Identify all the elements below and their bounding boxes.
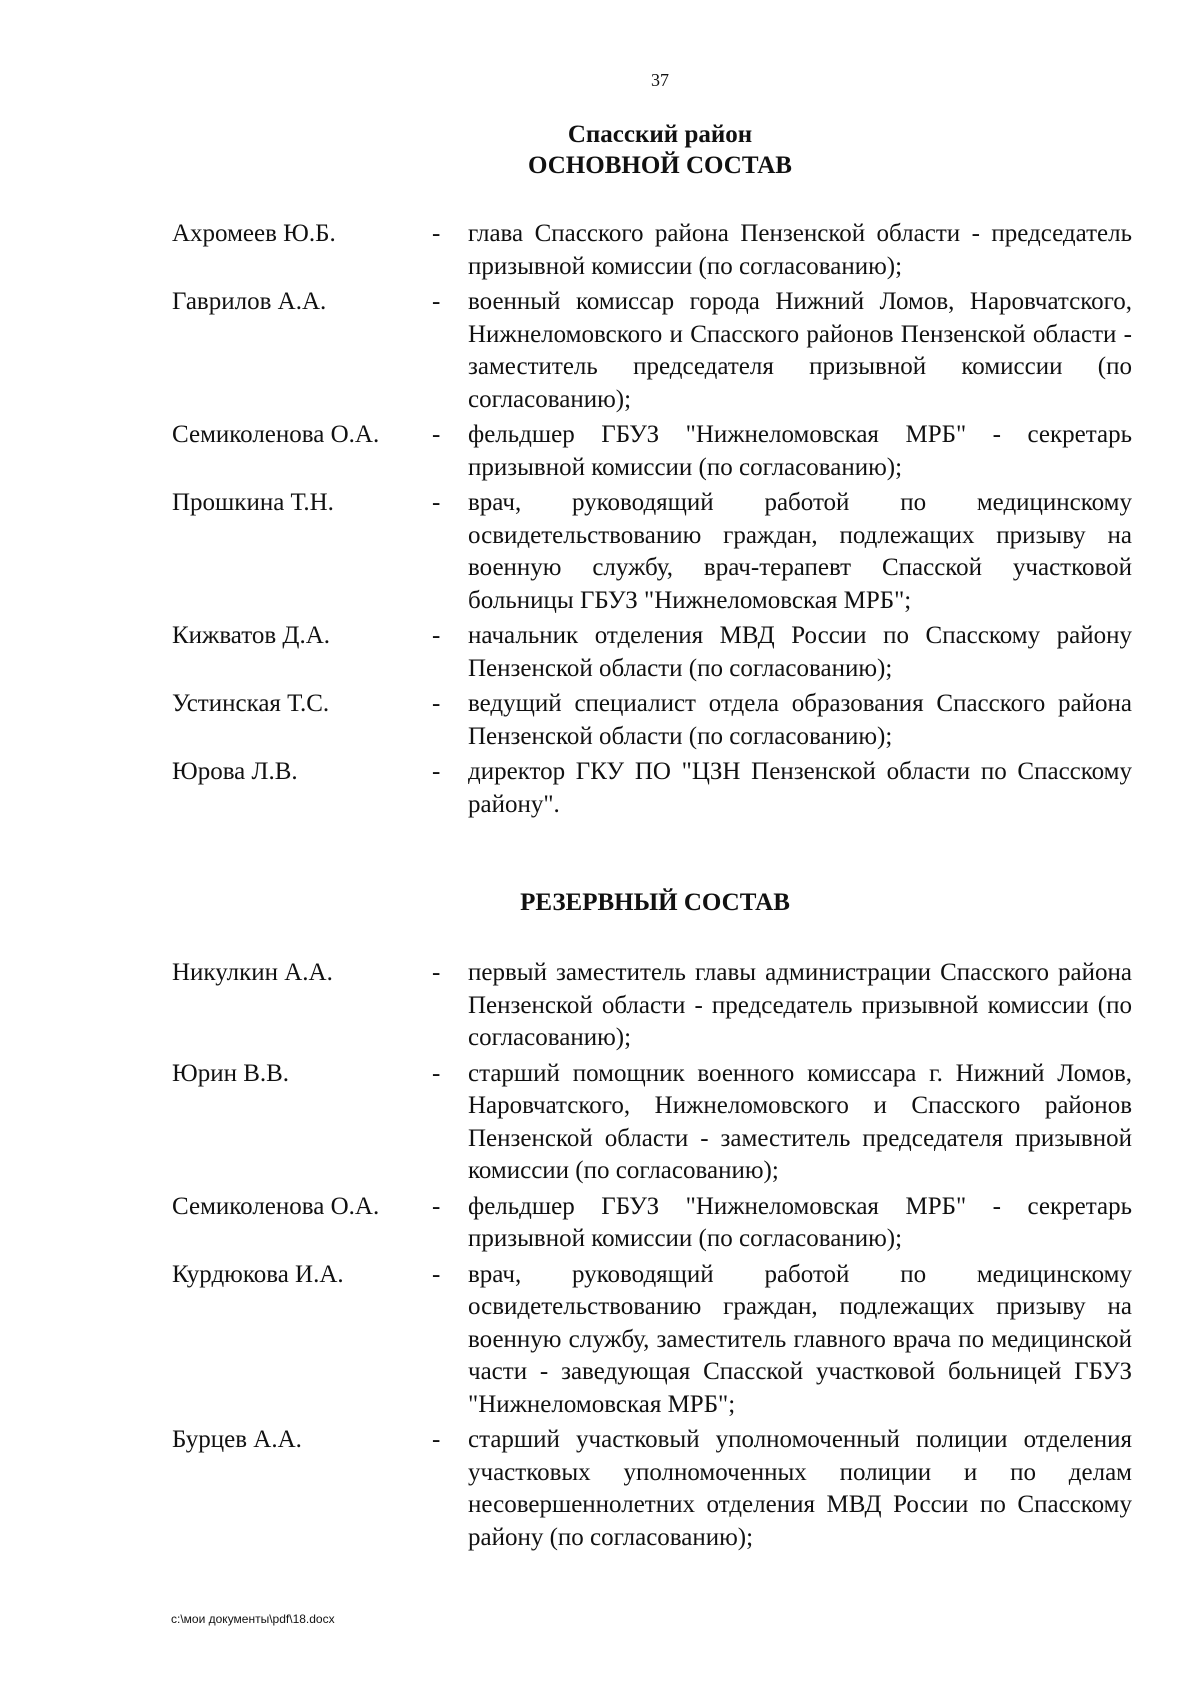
member-dash: -	[432, 220, 441, 247]
member-row	[172, 218, 1132, 283]
member-name: Бурцев А.А.	[172, 1426, 302, 1453]
member-row	[172, 688, 1132, 753]
member-dash: -	[432, 421, 441, 448]
footer-file-path: c:\мои документы\pdf\18.docx	[171, 1612, 335, 1626]
member-role: первый заместитель главы администрации Спасского района Пензенской области - председатель призывной комиссии (по согласованию);	[468, 959, 1132, 1051]
member-name: Гаврилов А.А.	[172, 288, 327, 315]
member-name: Юрова Л.В.	[172, 758, 298, 785]
member-dash: -	[432, 489, 441, 516]
member-role: врач, руководящий работой по медицинскому освидетельствованию граждан, подлежащих призыву на военную службу, заместитель главного врача по медицинской части - заведующая Спасской участковой больницей ГБУЗ "Нижнеломовская МРБ";	[468, 1260, 1132, 1418]
member-row	[172, 419, 1132, 484]
member-dash: -	[432, 758, 441, 785]
member-row	[172, 1058, 1132, 1188]
reserve-composition-heading: РЕЗЕРВНЫЙ СОСТАВ	[520, 889, 790, 916]
member-dash: -	[432, 1426, 441, 1453]
member-row	[172, 286, 1132, 416]
main-composition-list	[172, 218, 1132, 824]
reserve-composition-list	[172, 957, 1132, 1557]
member-dash: -	[432, 959, 441, 986]
main-composition-heading: ОСНОВНОЙ СОСТАВ	[528, 152, 792, 179]
member-row	[172, 487, 1132, 617]
member-role: директор ГКУ ПО "ЦЗН Пензенской области по Спасскому району".	[468, 758, 1132, 818]
member-role: фельдшер ГБУЗ "Нижнеломовская МРБ" - секретарь призывной комиссии (по согласованию);	[468, 1192, 1132, 1252]
member-row	[172, 1191, 1132, 1256]
member-name: Ахромеев Ю.Б.	[172, 220, 336, 247]
member-name: Юрин В.В.	[172, 1059, 290, 1087]
member-dash: -	[432, 1059, 441, 1087]
member-name: Устинская Т.С.	[172, 690, 330, 717]
member-dash: -	[432, 1192, 441, 1220]
member-name: Семиколенова О.А.	[172, 1192, 380, 1220]
member-role: военный комиссар города Нижний Ломов, Наровчатского, Нижнеломовского и Спасского районов Пензенской области - заместитель председателя призывной комиссии (по согласованию);	[468, 288, 1132, 413]
member-name: Кижватов Д.А.	[172, 622, 331, 649]
member-role: старший помощник военного комиссара г. Нижний Ломов, Наровчатского, Нижнеломовского и Спасского районов Пензенской области - заместитель председателя призывной комиссии (по согласованию);	[468, 1059, 1132, 1184]
member-name: Прошкина Т.Н.	[172, 489, 334, 516]
member-row	[172, 620, 1132, 685]
member-name: Курдюкова И.А.	[172, 1260, 344, 1288]
member-dash: -	[432, 690, 441, 717]
member-dash: -	[432, 1260, 441, 1288]
member-name: Семиколенова О.А.	[172, 421, 380, 448]
member-role: ведущий специалист отдела образования Спасского района Пензенской области (по согласованию);	[468, 690, 1132, 750]
member-dash: -	[432, 622, 441, 649]
member-row	[172, 957, 1132, 1055]
member-row	[172, 1259, 1132, 1422]
member-role: старший участковый уполномоченный полиции отделения участковых уполномоченных полиции и по делам несовершеннолетних отделения МВД России по Спасскому району (по согласованию);	[468, 1426, 1132, 1551]
member-row	[172, 756, 1132, 821]
page-number: 37	[651, 70, 669, 90]
member-row	[172, 1424, 1132, 1554]
member-role: фельдшер ГБУЗ "Нижнеломовская МРБ" - секретарь призывной комиссии (по согласованию);	[468, 421, 1132, 481]
member-name: Никулкин А.А.	[172, 959, 333, 986]
member-dash: -	[432, 288, 441, 315]
district-title: Спасский район	[567, 121, 753, 148]
member-role: начальник отделения МВД России по Спасскому району Пензенской области (по согласованию);	[468, 622, 1132, 682]
member-role: глава Спасского района Пензенской области - председатель призывной комиссии (по согласованию);	[468, 220, 1132, 280]
member-role: врач, руководящий работой по медицинскому освидетельствованию граждан, подлежащих призыву на военную службу, врач-терапевт Спасской участковой больницы ГБУЗ "Нижнеломовская МРБ";	[468, 489, 1132, 614]
